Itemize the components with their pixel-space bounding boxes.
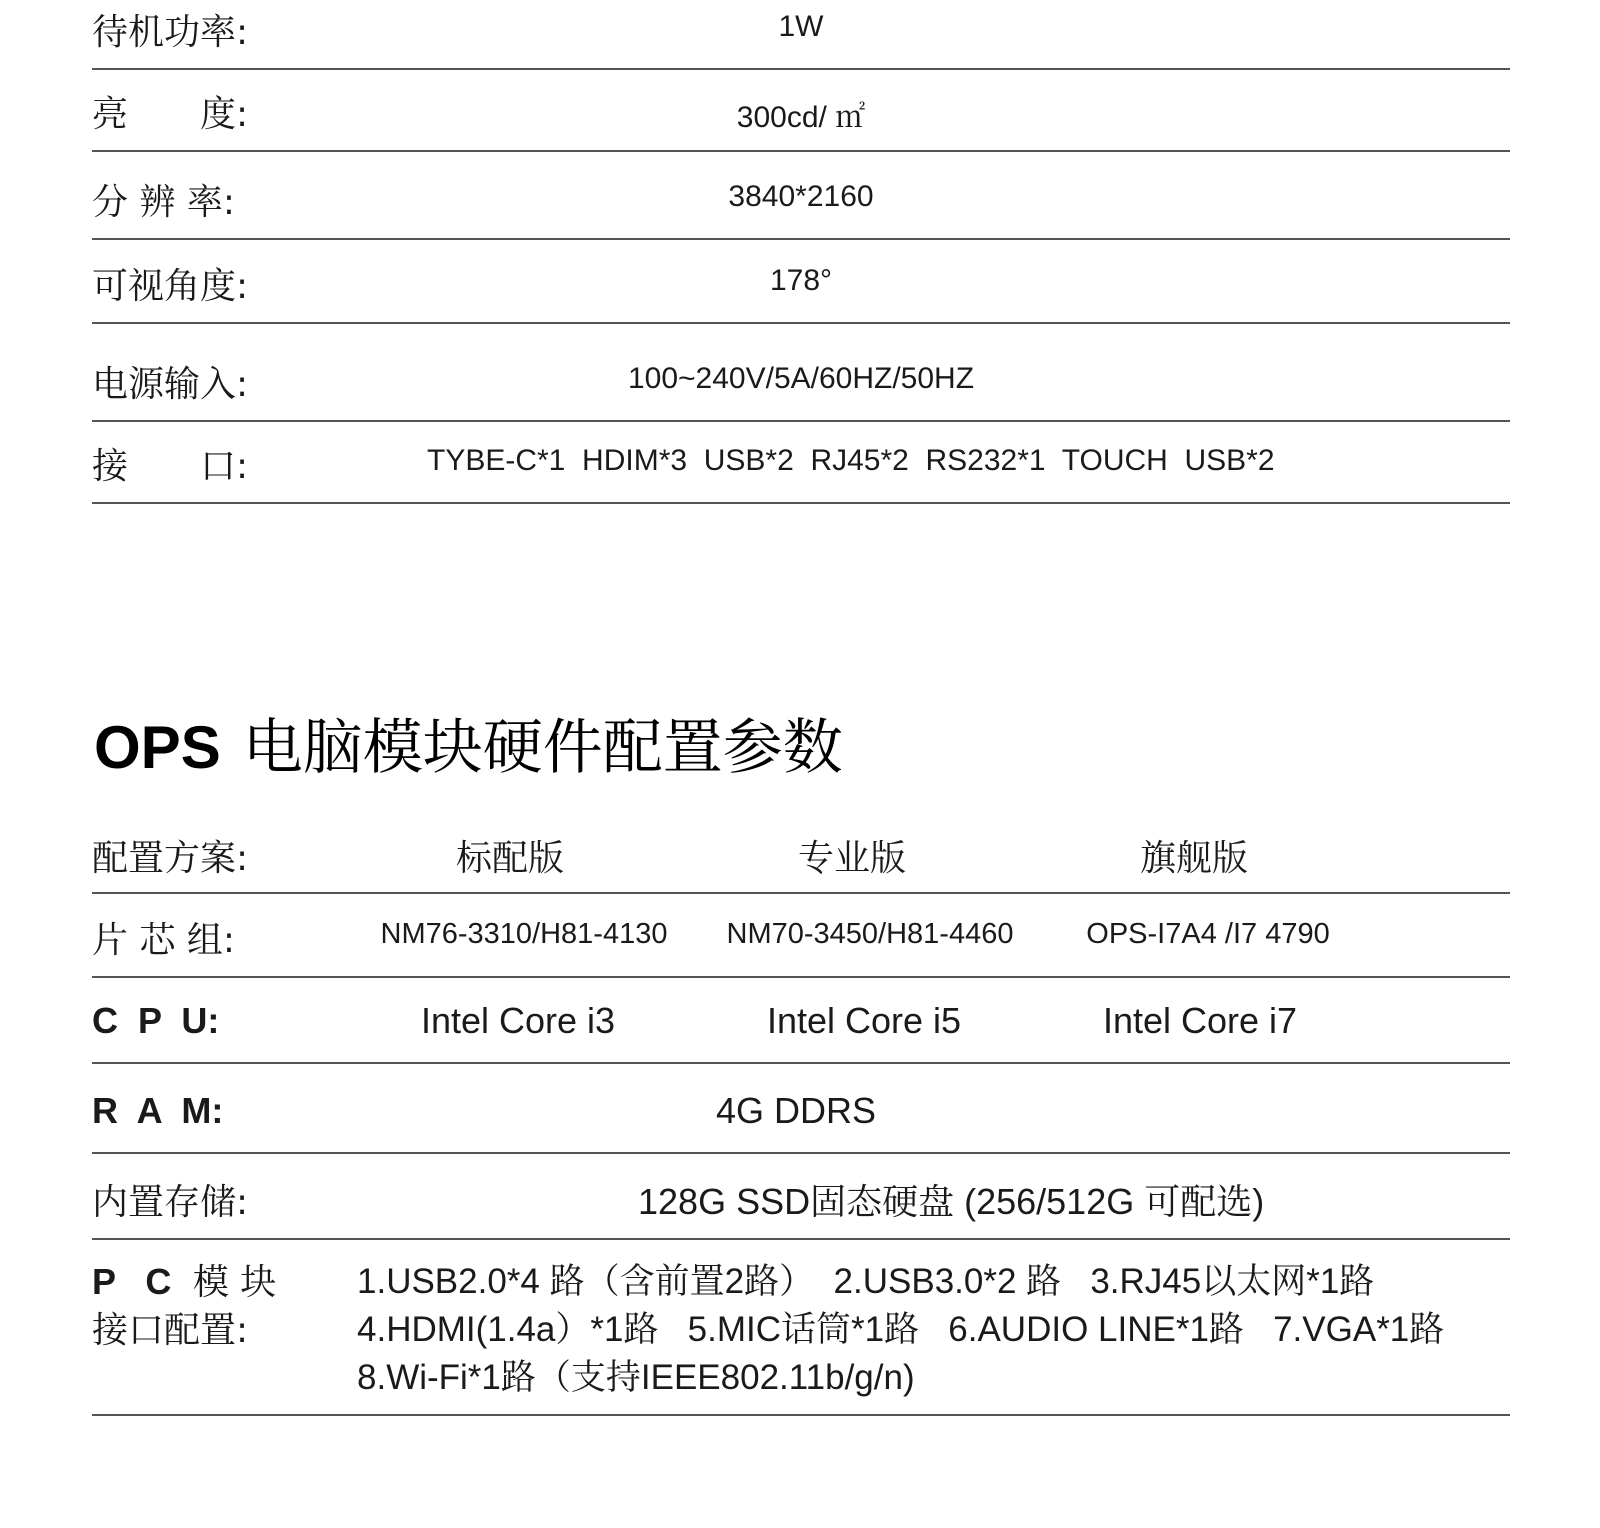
pc-label-cn: 模 块 [192, 1262, 277, 1303]
spec-value: TYBE-C*1 HDIM*3 USB*2 RJ45*2 RS232*1 TOUCH USB*2 [427, 444, 1275, 477]
spec-row-viewing-angle [92, 240, 1510, 324]
config-pro: 专业版 [797, 838, 906, 879]
pc-module-interfaces [357, 1258, 1444, 1402]
spec-row-standby-power [92, 0, 1510, 70]
cpu-pro: Intel Core i5 [766, 1000, 962, 1041]
spec-label: 待机功率: [92, 12, 249, 53]
pc-interfaces-line1: 1.USB2.0*4 路（含前置2路） 2.USB3.0*2 路 3.RJ45以太网*1路 [357, 1262, 1375, 1301]
section-title [94, 700, 843, 786]
config-flagship: 旗舰版 [1139, 838, 1248, 879]
chipset-standard: NM76-3310/H81-4130 [380, 918, 668, 950]
spec-row-resolution [92, 152, 1510, 240]
ram-value: 4G DDRS [715, 1090, 877, 1131]
cpu-flagship: Intel Core i7 [1102, 1000, 1298, 1041]
spec-value: 100~240V/5A/60HZ/50HZ [627, 362, 975, 395]
section-title-cn: 电脑模块硬件配置参数 [242, 713, 843, 783]
spec-label: 内置存储: [92, 1182, 249, 1223]
ops-row-chipset [92, 894, 1510, 978]
spec-label: 亮 度: [92, 94, 249, 135]
storage-value: 128G SSD固态硬盘 (256/512G 可配选) [638, 1181, 1265, 1222]
pc-interfaces-line2: 4.HDMI(1.4a）*1路 5.MIC话筒*1路 6.AUDIO LINE*1路 7.VGA*1路 [357, 1310, 1445, 1349]
pc-label-latin: P C [92, 1261, 182, 1302]
spec-label: 电源输入: [92, 364, 249, 405]
spec-row-power-input [92, 324, 1510, 422]
spec-label: 片 芯 组: [92, 920, 236, 961]
spec-label: 配置方案: [92, 838, 249, 879]
pc-module-label-line1 [92, 1258, 276, 1307]
spec-value: 1W [778, 10, 824, 43]
spec-label: 接 口: [92, 446, 249, 487]
cpu-standard: Intel Core i3 [420, 1000, 616, 1041]
spec-value: 300cd/ ㎡ [736, 101, 866, 134]
pc-module-label-line2: 接口配置: [92, 1310, 249, 1351]
ops-row-pc-module [92, 1258, 1510, 1416]
spec-label: R A M: [92, 1090, 224, 1131]
spec-label: 分 辨 率: [92, 182, 236, 223]
pc-module-label [92, 1258, 276, 1355]
spec-value: 3840*2160 [728, 180, 874, 213]
spec-label: 可视角度: [92, 266, 249, 307]
ops-row-cpu [92, 978, 1510, 1064]
chipset-flagship: OPS-I7A4 /I7 4790 [1086, 918, 1330, 950]
config-standard: 标配版 [455, 838, 564, 879]
chipset-pro: NM70-3450/H81-4460 [726, 918, 1014, 950]
section-title-latin: OPS [94, 714, 221, 781]
spec-row-interfaces [92, 422, 1510, 504]
ops-row-ram [92, 1064, 1510, 1154]
spec-row-brightness [92, 70, 1510, 152]
spec-label: C P U: [92, 1000, 220, 1041]
ops-row-config [92, 820, 1510, 894]
spec-value: 178° [769, 264, 833, 297]
ops-row-storage [92, 1154, 1510, 1240]
pc-interfaces-line3: 8.Wi-Fi*1路（支持IEEE802.11b/g/n) [357, 1358, 915, 1397]
